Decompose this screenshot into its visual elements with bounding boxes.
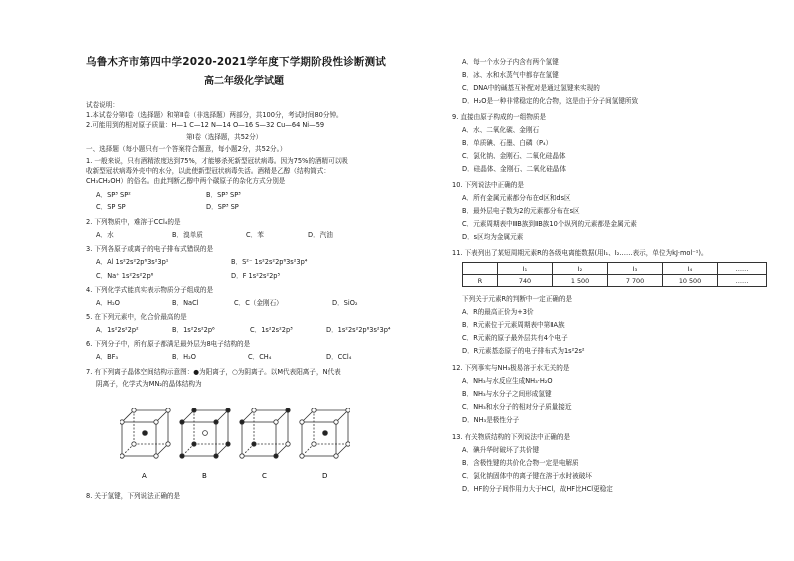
q2-option-a: A．水	[96, 231, 114, 239]
q1-stem-2: 收新型冠状病毒外壳中的水分，以此使新型冠状病毒失活。酒精是乙醇（结构简式：	[86, 167, 330, 175]
table-header-cell: I₂	[553, 263, 608, 275]
instructions-heading: 试卷说明：	[86, 101, 119, 109]
q11-option-b: B．R元素位于元素周期表中第ⅡA族	[462, 321, 565, 329]
q9-option-a: A．水、二氧化碳、金刚石	[462, 126, 540, 134]
q8-option-b: B．冰、水和水蒸气中都存在氢键	[462, 71, 559, 79]
q11-option-a: A．R的最高正价为+3价	[462, 308, 534, 316]
q10-stem: 10. 下列说法中正确的是	[452, 181, 524, 189]
section-heading: 第Ⅰ卷（选择题，共52分）	[186, 133, 263, 141]
q3-option-c: C．Na⁺ 1s²2s²2p⁶	[96, 272, 154, 280]
table-cell: 7 700	[608, 275, 663, 287]
crystal-cube-c	[240, 408, 290, 458]
q13-stem: 13. 有关物质结构的下列说法中正确的是	[452, 433, 571, 441]
q6-option-a: A．BF₃	[96, 353, 119, 361]
cube-label-b: B	[202, 472, 207, 480]
q5-option-c: C．1s²2s²2p³	[250, 326, 293, 334]
q12-option-d: D．NH₃是极性分子	[462, 416, 520, 424]
q13-option-b: B．含极性键的共价化合物一定是电解质	[462, 459, 579, 467]
q9-option-c: C．氯化钠、金刚石、二氧化硅晶体	[462, 152, 566, 160]
crystal-cube-d	[300, 408, 350, 458]
q11-option-c: C．R元素的原子最外层共有4个电子	[462, 334, 568, 342]
q12-option-c: C．NH₃和水分子的相对分子质量接近	[462, 403, 572, 411]
q9-option-d: D．硅晶体、金刚石、二氧化硅晶体	[462, 165, 566, 173]
q6-option-d: D．CCl₄	[326, 353, 352, 361]
q8-option-d: D．H₂O是一种非常稳定的化合物，这是由于分子间氢键所致	[462, 97, 639, 105]
q9-stem: 9. 直接由原子构成的一组物质是	[452, 113, 547, 121]
instruction-1: 1.本试卷分第Ⅰ卷（选择题）和第Ⅱ卷（非选择题）两部分，共100分，考试时间80分钟。	[86, 111, 343, 119]
exam-title: 乌鲁木齐市第四中学2020-2021学年度下学期阶段性诊断测试	[86, 56, 387, 68]
q11-option-d: D．R元素基态原子的电子排布式为1s²2s²	[462, 347, 585, 355]
q1-option-b: B．SP³ SP³	[206, 191, 241, 199]
q5-option-d: D．1s²2s²2p⁶3s²3p⁴	[326, 326, 391, 334]
table-header-cell	[463, 263, 498, 275]
q5-option-a: A．1s²2s²2p²	[96, 326, 139, 334]
q6-option-b: B．H₂O	[172, 353, 196, 361]
table-cell: 10 500	[663, 275, 718, 287]
q8-option-c: C．DNA中的碱基互补配对是通过氢键来实现的	[462, 84, 600, 92]
q1-option-d: D．SP³ SP	[206, 203, 239, 211]
q5-option-b: B．1s²2s²2p⁶	[172, 326, 215, 334]
q1-option-a: A．SP³ SP²	[96, 191, 131, 199]
part-heading: 一、选择题（每小题只有一个答案符合题意，每小题2分，共52分。）	[86, 145, 287, 153]
q11-question: 下列关于元素R的判断中一定正确的是	[462, 295, 573, 303]
crystal-cube-a	[120, 408, 170, 458]
q7-stem-2: 阴离子，化学式为MN₂的晶体结构为	[96, 380, 202, 388]
q2-option-d: D．汽油	[308, 231, 333, 239]
q12-option-b: B．NH₃与水分子之间形成氢键	[462, 390, 552, 398]
q6-stem: 6. 下列分子中，所有原子都满足最外层为8电子结构的是	[86, 340, 251, 348]
crystal-structure-diagrams	[120, 408, 350, 488]
q8-stem: 8. 关于氢键，下列说法正确的是	[86, 492, 181, 500]
table-cell: R	[463, 275, 498, 287]
q3-stem: 3. 下列各原子或离子的电子排布式错误的是	[86, 245, 214, 253]
q2-option-c: C．苯	[246, 231, 264, 239]
table-header-cell: I₄	[663, 263, 718, 275]
q12-stem: 12. 下列事实与NH₃极易溶于水无关的是	[452, 364, 570, 372]
q13-option-c: C．氯化钠固体中的离子键在溶于水时被破坏	[462, 472, 592, 480]
q4-option-b: B．NaCl	[172, 299, 199, 307]
q4-option-a: A．H₂O	[96, 299, 120, 307]
crystal-cube-b	[180, 408, 230, 458]
q1-option-c: C．SP SP	[96, 203, 126, 211]
q10-option-c: C．元素周期表中ⅢB族到ⅡB族10个纵列的元素都是金属元素	[462, 220, 637, 228]
q3-option-d: D．F 1s²2s²2p⁵	[231, 272, 281, 280]
cube-label-a: A	[142, 472, 147, 480]
cube-label-d: D	[322, 472, 328, 480]
cube-label-c: C	[262, 472, 267, 480]
table-cell: ……	[718, 275, 767, 287]
q10-option-d: D．s区均为金属元素	[462, 233, 524, 241]
q2-option-b: B．溴单质	[172, 231, 203, 239]
q13-option-d: D．HF的分子间作用力大于HCl，故HF比HCl更稳定	[462, 485, 613, 493]
table-header-row	[463, 263, 767, 275]
table-header-cell: ……	[718, 263, 767, 275]
q4-option-c: C．C（金刚石）	[234, 299, 283, 307]
table-header-cell: I₃	[608, 263, 663, 275]
q3-option-b: B．S²⁻ 1s²2s²2p⁶3s²3p⁴	[231, 258, 308, 266]
q3-option-a: A．Al 1s²2s²2p⁶3s²3p¹	[96, 258, 169, 266]
table-cell: 740	[498, 275, 553, 287]
q9-option-b: B．单质碘、石墨、白磷（P₄）	[462, 139, 553, 147]
q7-stem-1: 7. 有下列离子晶体空间结构示意图：●为阳离子，○为阴离子。以M代表阳离子，N代表	[86, 368, 341, 376]
q1-stem-3: CH₃CH₂OH）的俗名。由此判断乙醇中两个碳原子的杂化方式分别是	[86, 177, 286, 185]
instruction-2: 2.可能用到的相对原子质量：H—1 C—12 N—14 O—16 S—32 Cu—64 Ni—59	[86, 121, 325, 129]
q8-option-a: A．每一个水分子内含有两个氢键	[462, 58, 559, 66]
q10-option-a: A．所有金属元素都分布在d区和ds区	[462, 194, 571, 202]
table-cell: 1 500	[553, 275, 608, 287]
q1-stem-1: 1. 一般来说，只有酒精浓度达到75%，才能够杀死新型冠状病毒。因为75%的酒精可以吸	[86, 157, 348, 165]
q12-option-a: A．NH₃与水反应生成NH₃·H₂O	[462, 377, 553, 385]
q2-stem: 2. 下列物质中，难溶于CCl₄的是	[86, 218, 181, 226]
q4-option-d: D．SiO₂	[332, 299, 358, 307]
q5-stem: 5. 在下列元素中，化合价最高的是	[86, 313, 187, 321]
exam-subtitle: 高二年级化学试题	[204, 76, 284, 87]
table-header-cell: I₁	[498, 263, 553, 275]
q13-option-a: A．碘升华时破坏了共价键	[462, 446, 540, 454]
q10-option-b: B．最外层电子数为2的元素都分布在s区	[462, 207, 580, 215]
q11-stem: 11. 下表列出了某短周期元素R的各级电离能数据(用I₁、I₂……表示，单位为kJ·mol⁻¹)。	[452, 249, 708, 257]
q4-stem: 4. 下列化学式能真实表示物质分子组成的是	[86, 286, 214, 294]
ionization-energy-table	[462, 262, 767, 287]
table-row	[463, 275, 767, 287]
q6-option-c: C．CH₄	[248, 353, 272, 361]
